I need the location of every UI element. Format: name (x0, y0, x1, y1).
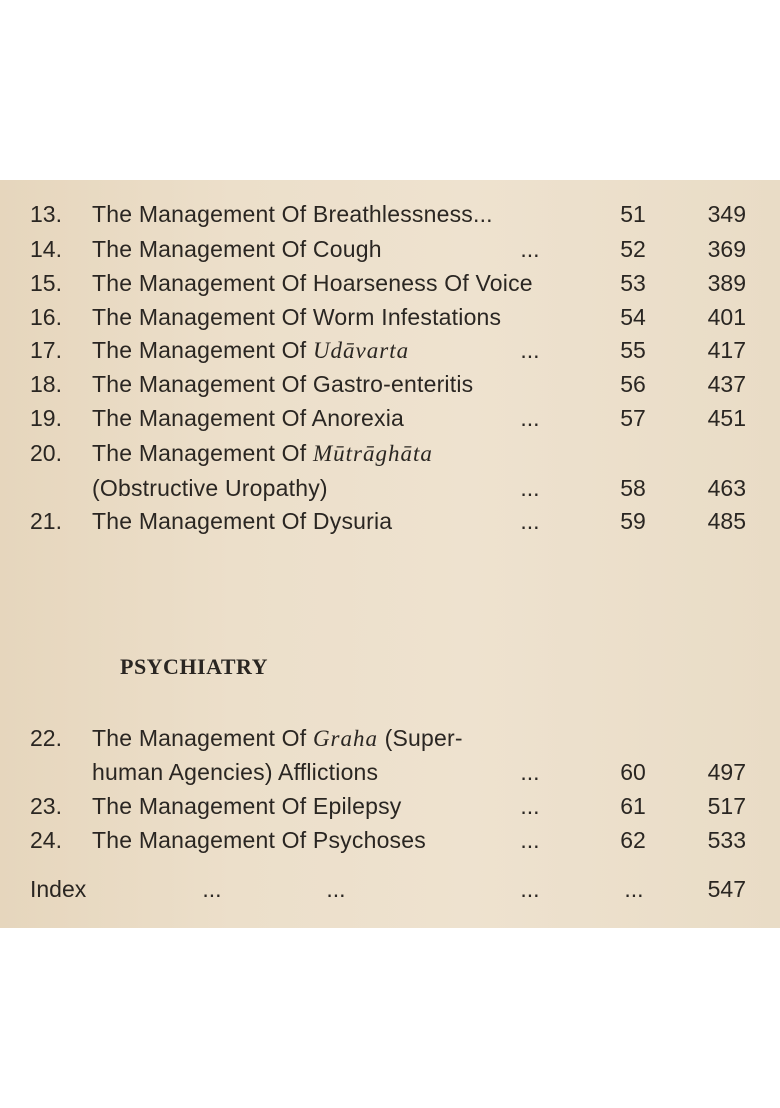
toc-entry (0, 436, 780, 470)
entry-number: 15. (30, 270, 62, 296)
entry-title-text: The Management Of (92, 725, 313, 751)
page-number: 533 (707, 827, 746, 853)
entry-title-text: The Management Of Gastro-enteritis (92, 371, 474, 397)
page-number: 349 (707, 201, 746, 227)
chapter-number: 56 (620, 371, 646, 397)
leader-dots: ... (520, 508, 540, 534)
entry-title (92, 721, 463, 756)
toc-entry (0, 197, 780, 231)
toc-entry (0, 333, 780, 367)
entry-title (92, 300, 501, 334)
page-number: 417 (707, 337, 746, 363)
section-heading-psychiatry: PSYCHIATRY (120, 654, 269, 679)
page-number: 451 (707, 405, 746, 431)
leader-dots: ... (520, 793, 540, 819)
leader-dots: ... (520, 236, 540, 262)
page-number: 497 (707, 759, 746, 785)
leader-dots: ... (326, 876, 346, 902)
index-entry (0, 872, 780, 906)
toc-entry (0, 504, 780, 538)
entry-title (92, 266, 533, 300)
entry-number: 14. (30, 236, 62, 262)
entry-title-text: human Agencies) Afflictions (92, 759, 379, 785)
chapter-number: 55 (620, 337, 646, 363)
entry-number: 21. (30, 508, 62, 534)
entry-title (92, 367, 473, 401)
entry-title (92, 755, 378, 789)
toc-entry (0, 471, 780, 505)
entry-title (92, 401, 404, 435)
chapter-number: 57 (620, 405, 646, 431)
entry-number: 13. (30, 201, 62, 227)
entry-title-text: The Management Of Cough (92, 236, 382, 262)
entry-number: 23. (30, 793, 62, 819)
leader-dots: ... (202, 876, 222, 902)
entry-title-text: The Management Of Epilepsy (92, 793, 402, 819)
entry-title-text: The Management Of Psychoses (92, 827, 426, 853)
entry-title-text: The Management Of Breathlessness... (92, 201, 493, 227)
toc-entry (0, 789, 780, 823)
chapter-number: 51 (620, 201, 646, 227)
leader-dots: ... (520, 405, 540, 431)
leader-dots: ... (520, 827, 540, 853)
page-number: 389 (707, 270, 746, 296)
entry-title-text: The Management Of Worm Infestations (92, 304, 502, 330)
toc-entry (0, 232, 780, 266)
toc-entry (0, 367, 780, 401)
entry-number: 20. (30, 440, 62, 466)
leader-dots: ... (520, 759, 540, 785)
entry-title-text: The Management Of Hoarseness Of Voice (92, 270, 533, 296)
entry-number: 19. (30, 405, 62, 431)
leader-dots: ... (520, 876, 540, 902)
entry-title-italic-term: Mūtrāghāta (312, 441, 433, 466)
entry-title-text: (Obstructive Uropathy) (92, 475, 328, 501)
index-label: Index (30, 876, 87, 902)
chapter-number: 53 (620, 270, 646, 296)
page-number: 485 (707, 508, 746, 534)
entry-title-text: The Management Of (92, 440, 313, 466)
entry-title-italic-term: Graha (312, 726, 378, 751)
entry-title (92, 436, 433, 471)
entry-number: 22. (30, 725, 62, 751)
entry-title (92, 197, 493, 231)
chapter-number: 60 (620, 759, 646, 785)
chapter-number: 62 (620, 827, 646, 853)
entry-title-text: The Management Of Dysuria (92, 508, 393, 534)
leader-dots: ... (624, 876, 644, 902)
entry-title-text: The Management Of (92, 337, 313, 363)
page-number: 517 (707, 793, 746, 819)
entry-title-text: (Super- (378, 725, 463, 751)
leader-dots: ... (520, 337, 540, 363)
entry-title (92, 823, 426, 857)
index-page-number: 547 (707, 876, 746, 902)
page-number: 369 (707, 236, 746, 262)
entry-title (92, 232, 382, 266)
entry-title (92, 504, 392, 538)
toc-entry (0, 823, 780, 857)
entry-title (92, 333, 409, 368)
page-number: 463 (707, 475, 746, 501)
page-number: 401 (707, 304, 746, 330)
toc-entry (0, 721, 780, 755)
entry-number: 18. (30, 371, 62, 397)
chapter-number: 61 (620, 793, 646, 819)
chapter-number: 58 (620, 475, 646, 501)
leader-dots: ... (520, 475, 540, 501)
entry-number: 17. (30, 337, 62, 363)
toc-entry (0, 755, 780, 789)
entry-title-text: The Management Of Anorexia (92, 405, 405, 431)
chapter-number: 52 (620, 236, 646, 262)
entry-number: 24. (30, 827, 62, 853)
entry-title (92, 789, 401, 823)
page-number: 437 (707, 371, 746, 397)
toc-entry (0, 266, 780, 300)
chapter-number: 54 (620, 304, 646, 330)
entry-title (92, 471, 328, 505)
chapter-number: 59 (620, 508, 646, 534)
toc-entry (0, 401, 780, 435)
book-page (0, 180, 780, 928)
entry-number: 16. (30, 304, 62, 330)
entry-title-italic-term: Udāvarta (312, 338, 410, 363)
toc-entry (0, 300, 780, 334)
